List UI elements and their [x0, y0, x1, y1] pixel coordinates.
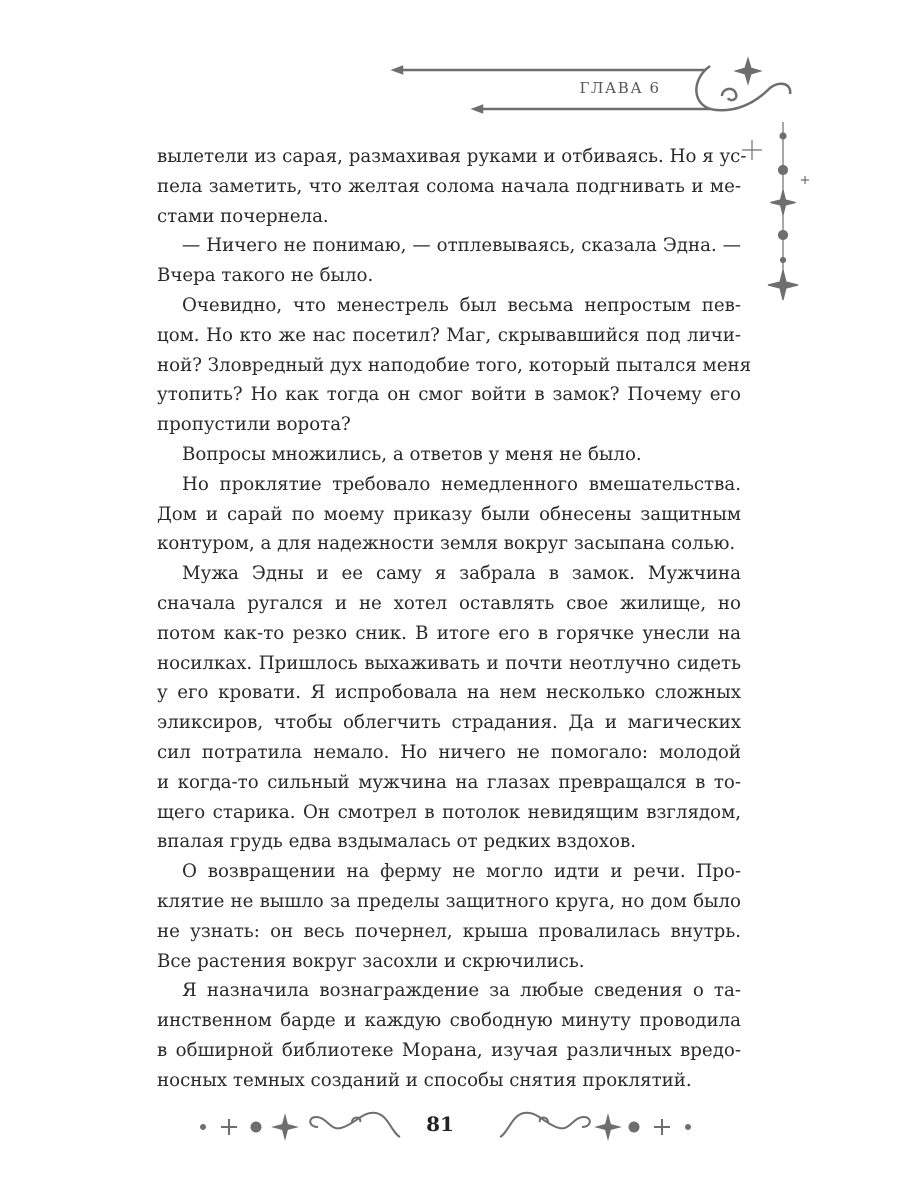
running-header-chapter: ГЛАВА 6	[579, 79, 661, 97]
body-text	[157, 142, 752, 1096]
text-line: инственном барде и каждую свободную минуту проводила	[157, 1010, 741, 1032]
text-line: стами почернела.	[157, 205, 329, 227]
text-line: Дом и сарай по моему приказу были обнесены защитным	[157, 503, 741, 525]
text-line: у его кровати. Я испробовала на нем несколько сложных	[157, 682, 741, 704]
page-number: 81	[426, 1112, 454, 1136]
paragraph	[157, 857, 741, 976]
text-line: Мужа Эдны и ее саму я забрала в замок. Мужчина	[182, 563, 741, 585]
text-line: утопить? Но как тогда он смог войти в замок? Почему его	[157, 384, 741, 406]
text-line: цом. Но кто же нас посетил? Маг, скрывавшийся под личи-	[157, 324, 741, 346]
paragraph	[157, 559, 741, 857]
text-line: и когда-то сильный мужчина на глазах превращался в то-	[157, 771, 741, 793]
text-line: щего старика. Он смотрел в потолок невидящим взглядом,	[157, 801, 741, 823]
text-line: — Ничего не понимаю, — отплевываясь, сказала Эдна. —	[182, 235, 741, 257]
paragraph	[157, 470, 741, 559]
text-line: не узнать: он весь почернел, крыша провалилась внутрь.	[157, 920, 741, 942]
paragraph	[157, 231, 741, 291]
text-line: Вопросы множились, а ответов у меня не было.	[182, 443, 642, 465]
paragraph	[157, 142, 747, 231]
text-line: пела заметить, что желтая солома начала подгнивать и ме-	[157, 175, 741, 197]
side-ornament	[742, 122, 809, 300]
text-line: О возвращении на ферму не могло идти и речи. Про-	[182, 861, 741, 883]
text-line: Я назначила вознаграждение за любые сведения о та-	[182, 980, 741, 1002]
paragraph	[157, 976, 741, 1095]
text-line: носных темных созданий и способы снятия проклятий.	[157, 1069, 692, 1091]
text-line: носилках. Пришлось выхаживать и почти неотлучно сидеть	[157, 652, 741, 674]
paragraph	[157, 440, 741, 470]
text-line: Очевидно, что менестрель был весьма непростым пев-	[182, 294, 741, 316]
text-line: впалая грудь едва вздымалась от редких вздохов.	[157, 831, 636, 853]
text-line: вылетели из сарая, размахивая руками и отбиваясь. Но я ус-	[157, 146, 747, 167]
text-line: Все растения вокруг засохли и скрючились.	[157, 950, 585, 972]
text-line: пропустили ворота?	[157, 414, 351, 436]
text-line: потом как-то резко сник. В итоге его в горячке унесли на	[157, 622, 741, 644]
paragraph	[157, 291, 752, 440]
text-line: сил потратила немало. Но ничего не помогало: молодой	[157, 741, 741, 763]
text-line: контуром, а для надежности земля вокруг засыпана солью.	[157, 533, 736, 555]
text-line: ной? Зловредный дух наподобие того, который пытался меня	[157, 354, 752, 376]
text-line: Вчера такого не было.	[157, 265, 374, 287]
text-line: Но проклятие требовало немедленного вмешательства.	[182, 473, 741, 495]
text-line: сначала ругался и не хотел оставлять свое жилище, но	[157, 592, 741, 614]
text-line: эликсиров, чтобы облегчить страдания. Да и магических	[157, 712, 741, 734]
text-line: клятие не вышло за пределы защитного круга, но дом было	[157, 890, 741, 912]
text-line: в обширной библиотеке Морана, изучая различных вредо-	[157, 1039, 741, 1061]
